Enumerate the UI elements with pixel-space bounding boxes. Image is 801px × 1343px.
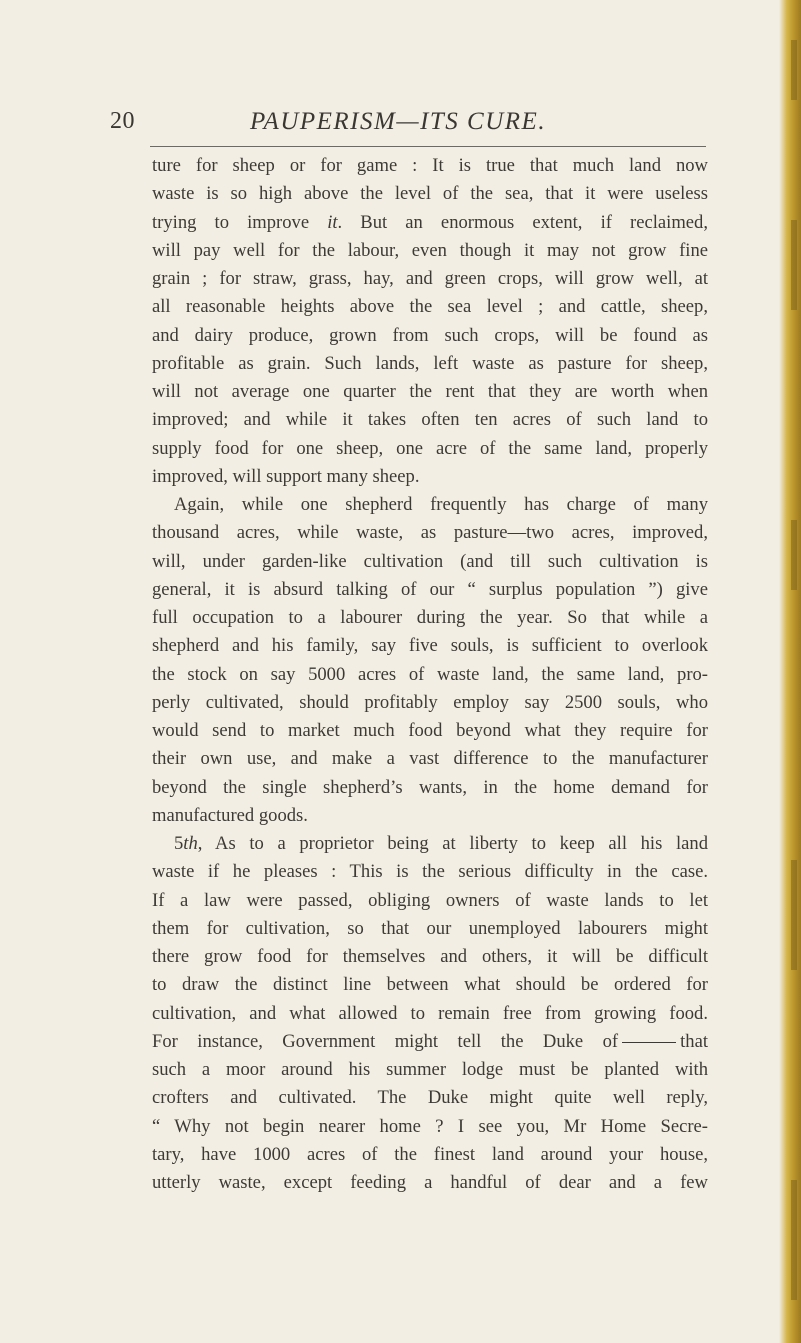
text-line: will pay well for the labour, even though it may not grow fine xyxy=(152,239,708,261)
text-line: ture for sheep or for game : It is true that much land now xyxy=(152,155,708,176)
text-line: “ Why not begin nearer home ? I see you, Mr Home Secre- xyxy=(152,1115,708,1137)
text-line: beyond the single shepherd’s wants, in the home demand for xyxy=(152,776,708,798)
text-line: them for cultivation, so that our unemployed labourers might xyxy=(152,917,708,939)
text-line: and dairy produce, grown from such crops, will be found as xyxy=(152,324,708,346)
page-edge-mark xyxy=(791,1180,797,1300)
chapter-title: PAUPERISM—ITS CURE. xyxy=(250,108,547,135)
body-text xyxy=(152,152,708,1197)
text-line: improved, will support many sheep. xyxy=(152,465,420,487)
text-line xyxy=(152,1028,708,1056)
text-line: supply food for one sheep, one acre of the same land, properly xyxy=(152,437,708,459)
text-line: utterly waste, except feeding a handful of dear and a few xyxy=(152,1172,708,1193)
page-number: 20 xyxy=(110,108,135,134)
text-line: all reasonable heights above the sea level ; and cattle, sheep, xyxy=(152,296,708,318)
text-line: will not average one quarter the rent that they are worth when xyxy=(152,381,708,402)
header-rule xyxy=(150,146,706,147)
text-line: such a moor around his summer lodge must be planted with xyxy=(152,1059,708,1080)
text-line: tary, have 1000 acres of the finest land around your house, xyxy=(152,1143,708,1165)
text-line: the stock on say 5000 acres of waste land, the same land, pro- xyxy=(152,663,708,685)
text-line: manufactured goods. xyxy=(152,804,308,826)
text-line-end: that xyxy=(680,1030,708,1052)
text-line: would send to market much food beyond what they require for xyxy=(152,720,708,741)
page-edge-shadow xyxy=(779,0,801,1343)
text-line: If a law were passed, obliging owners of waste lands to let xyxy=(152,889,708,911)
text-line: there grow food for themselves and others, it will be difficult xyxy=(152,946,708,967)
text-line: waste is so high above the level of the sea, that it were useless xyxy=(152,183,708,205)
text-line: 5th, As to a proprietor being at liberty to keep all his land xyxy=(174,833,708,854)
text-line: perly cultivated, should profitably employ say 2500 souls, who xyxy=(152,691,708,713)
page-edge-mark xyxy=(791,220,797,310)
text-line: grain ; for straw, grass, hay, and green crops, will grow well, at xyxy=(152,268,708,289)
text-line: Again, while one shepherd frequently has charge of many xyxy=(174,494,708,515)
running-head xyxy=(0,108,801,148)
text-line: waste if he pleases : This is the serious difficulty in the case. xyxy=(152,861,708,883)
text-line: profitable as grain. Such lands, left waste as pasture for sheep, xyxy=(152,352,708,374)
text-line: full occupation to a labourer during the year. So that while a xyxy=(152,607,708,628)
text-line: improved; and while it takes often ten acres of such land to xyxy=(152,409,708,431)
page-edge-mark xyxy=(791,520,797,590)
text-line: trying to improve it. But an enormous extent, if reclaimed, xyxy=(152,211,708,233)
text-line-start: For instance, Government might tell the Duke of xyxy=(152,1030,619,1052)
text-line: cultivation, and what allowed to remain free from growing food. xyxy=(152,1002,708,1024)
text-line: their own use, and make a vast difference to the manufacturer xyxy=(152,748,708,770)
page-edge-mark xyxy=(791,40,797,100)
name-omission-dash xyxy=(622,1042,676,1043)
text-line: will, under garden-like cultivation (and till such cultivation is xyxy=(152,550,708,572)
page-edge-mark xyxy=(791,860,797,970)
text-line: shepherd and his family, say five souls, is sufficient to overlook xyxy=(152,635,708,657)
text-line: to draw the distinct line between what should be ordered for xyxy=(152,974,708,996)
text-line: thousand acres, while waste, as pasture—two acres, improved, xyxy=(152,522,708,544)
text-line: crofters and cultivated. The Duke might quite well reply, xyxy=(152,1087,708,1109)
text-line: general, it is absurd talking of our “ surplus population ”) give xyxy=(152,578,708,600)
